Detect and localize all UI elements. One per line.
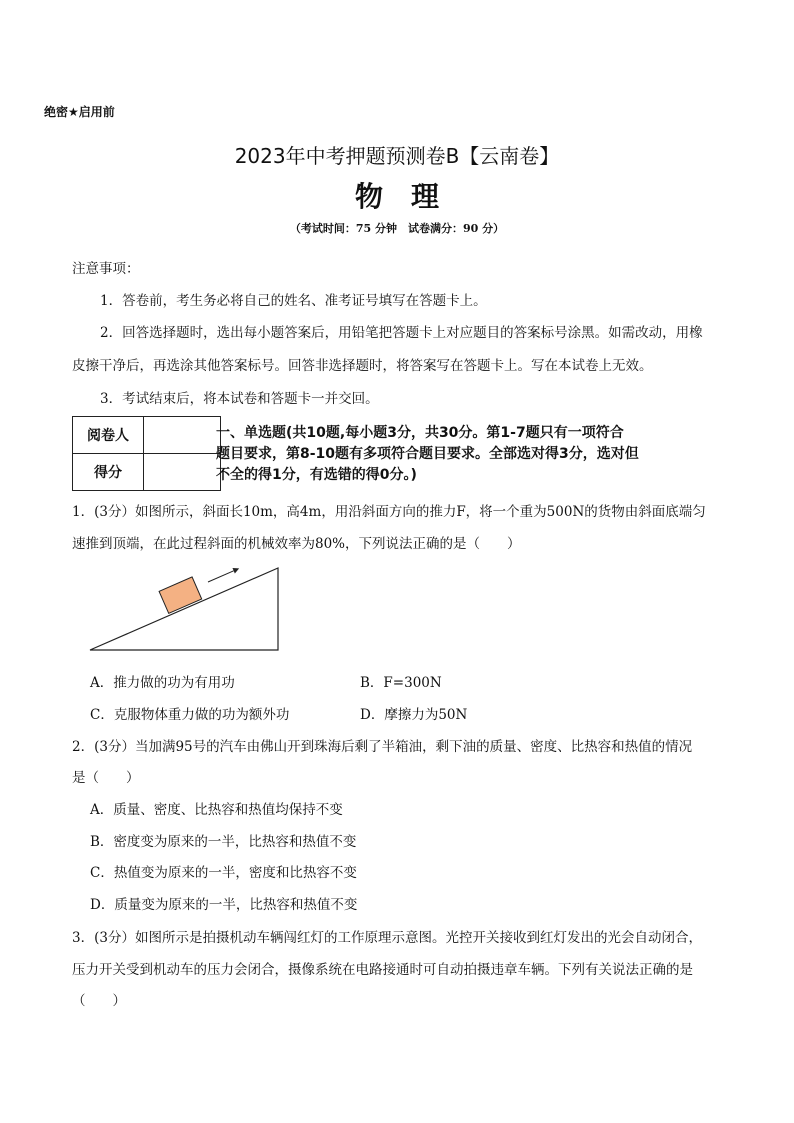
question-2-option-d[interactable]: D．质量变为原来的一半，比热容和热值不变 [90, 897, 358, 913]
question-1-option-b[interactable]: B．F=300N [360, 675, 442, 691]
notice-item-2-line-1: 2．回答选择题时，选出每小题答案后，用铅笔把答题卡上对应题目的答案标号涂黑。如需改动，用橡 [100, 325, 703, 341]
reviewer-label: 阅卷人 [73, 417, 144, 454]
section-heading-line-2: 题目要求，第8-10题有多项符合题目要求。全部选对得3分，选对但 [216, 446, 639, 462]
notice-item-1: 1．答卷前，考生务必将自己的姓名、准考证号填写在答题卡上。 [100, 293, 487, 309]
notice-heading: 注意事项： [72, 261, 140, 277]
question-3-line-1: 3．(3分）如图所示是拍摄机动车辆闯红灯的工作原理示意图。光控开关接收到红灯发出的光会自动闭合， [72, 930, 702, 946]
section-heading-line-3: 不全的得1分，有选错的得0分。) [216, 467, 417, 483]
question-2-option-b[interactable]: B．密度变为原来的一半，比热容和热值不变 [90, 834, 357, 850]
question-1-option-c[interactable]: C．克服物体重力做的功为额外功 [90, 707, 290, 723]
notice-item-2-line-2: 皮擦干净后，再选涂其他答案标号。回答非选择题时，将答案写在答题卡上。写在本试卷上无效。 [72, 358, 653, 374]
question-2-line-1: 2．(3分）当加满95号的汽车由佛山开到珠海后剩了半箱油，剩下油的质量、密度、比热容和热值的情况 [72, 739, 693, 755]
question-1-option-a[interactable]: A．推力做的功为有用功 [90, 675, 235, 691]
cargo-block [159, 577, 202, 613]
question-1-option-d[interactable]: D．摩擦力为50N [360, 707, 468, 723]
question-3-line-3: （ ） [72, 993, 126, 1009]
exam-title: 2023年中考押题预测卷B【云南卷】 [234, 144, 560, 168]
question-2-line-2: 是（ ） [72, 770, 140, 786]
score-label: 得分 [73, 454, 144, 491]
reviewer-field [144, 417, 221, 454]
question-2-option-a[interactable]: A．质量、密度、比热容和热值均保持不变 [90, 802, 343, 818]
notice-item-3: 3．考试结束后，将本试卷和答题卡一并交回。 [100, 391, 379, 407]
section-heading-line-1: 一、单选题(共10题,每小题3分，共30分。第1-7题只有一项符合 [216, 425, 624, 441]
exam-info: （考试时间：75 分钟 试卷满分：90 分） [289, 222, 505, 235]
subject-title: 物理 [354, 180, 467, 213]
incline-diagram [88, 564, 288, 656]
question-1-line-2: 速推到顶端，在此过程斜面的机械效率为80%，下列说法正确的是（ ） [72, 536, 521, 552]
question-1-line-1: 1．(3分）如图所示，斜面长10m，高4m，用沿斜面方向的推力F，将一个重为500N的货物由斜面底端匀 [72, 504, 706, 520]
secret-mark: 绝密★启用前 [44, 105, 115, 119]
score-box [72, 416, 221, 491]
score-field [144, 454, 221, 491]
push-arrow [207, 566, 241, 585]
question-3-line-2: 压力开关受到机动车的压力会闭合，摄像系统在电路接通时可自动拍摄违章车辆。下列有关说法正确的是 [72, 962, 693, 978]
question-2-option-c[interactable]: C．热值变为原来的一半，密度和比热容不变 [90, 865, 357, 881]
